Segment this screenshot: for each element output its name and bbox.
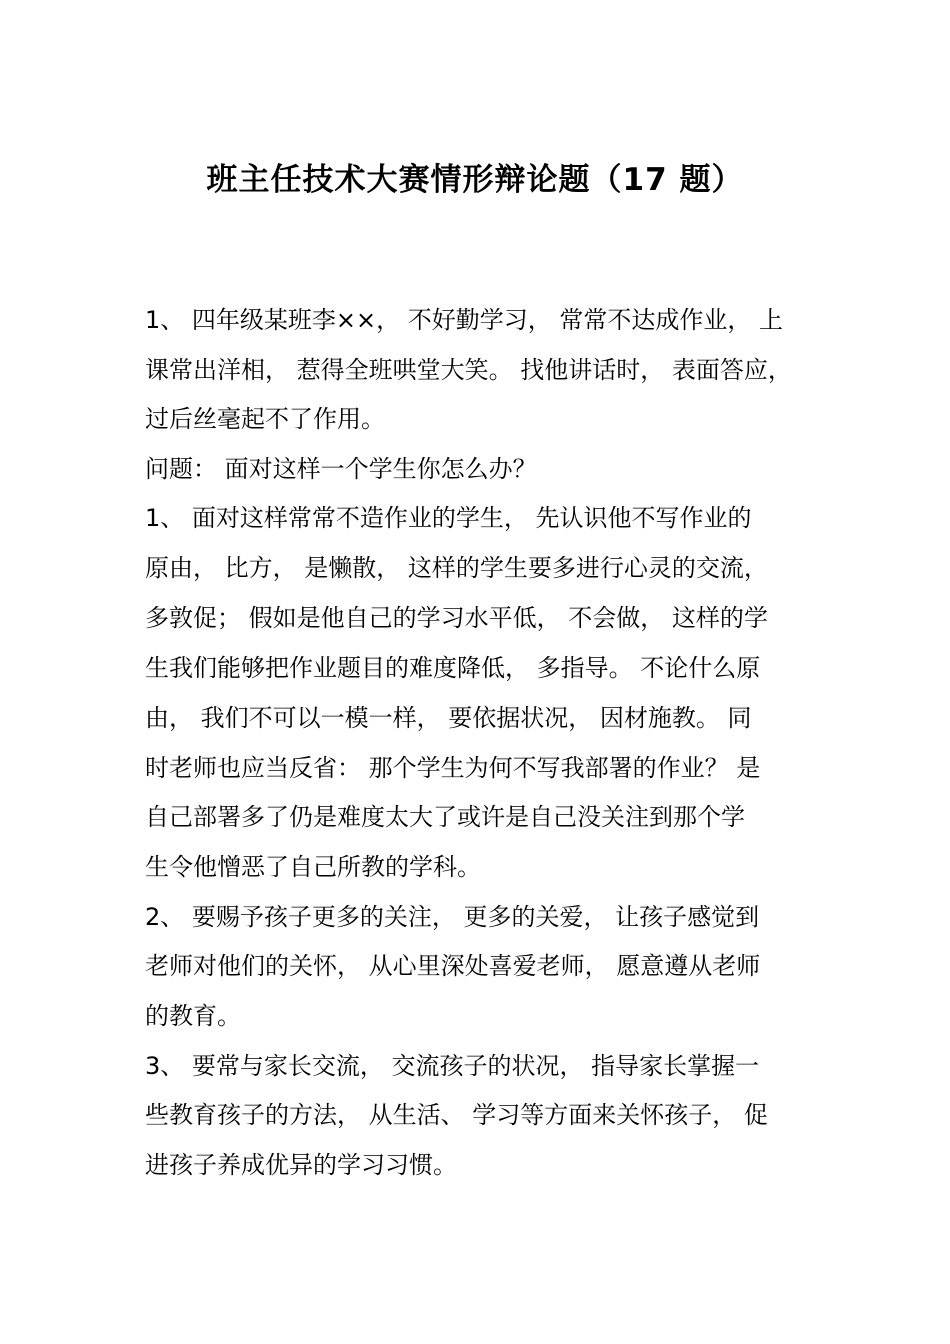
question-line: 问题： 面对这样一个学生你怎么办？ [145,455,537,483]
document-title: 班主任技术大赛情形辩论题（17 题） [206,162,744,198]
body-line: 老师对他们的关怀， 从心里深处喜爱老师， 愿意遵从老师 [145,952,761,980]
body-line: 1、 四年级某班李××， 不好勤学习， 常常不达成作业， 上 [145,306,784,334]
body-line: 课常出洋相， 惹得全班哄堂大笑。 找他讲话时， 表面答应， [145,356,792,384]
body-line: 由， 我们不可以一模一样， 要依据状况， 因材施教。 同 [145,704,752,732]
body-line: 多敦促； 假如是他自己的学习水平低， 不会做， 这样的学 [145,604,768,632]
body-line: 3、 要常与家长交流， 交流孩子的状况， 指导家长掌握一 [145,1052,760,1080]
body-line: 进孩子养成优异的学习习惯。 [145,1151,457,1179]
body-line: 生我们能够把作业题目的难度降低， 多指导。 不论什么原 [145,654,761,682]
body-line: 生令他憎恶了自己所教的学科。 [145,853,481,881]
body-line: 过后丝毫起不了作用。 [145,405,385,433]
body-line: 自己部署多了仍是难度太大了或许是自己没关注到那个学 [145,803,745,831]
body-line: 些教育孩子的方法， 从生活、 学习等方面来关怀孩子， 促 [145,1101,768,1129]
body-line: 1、 面对这样常常不造作业的学生， 先认识他不写作业的 [145,504,752,532]
body-line: 2、 要赐予孩子更多的关注， 更多的关爱， 让孩子感觉到 [145,903,760,931]
body-line: 时老师也应当反省： 那个学生为何不写我部署的作业？ 是 [145,754,761,782]
body-line: 原由， 比方， 是懒散， 这样的学生要多进行心灵的交流， [145,554,768,582]
body-line: 的教育。 [145,1002,241,1030]
